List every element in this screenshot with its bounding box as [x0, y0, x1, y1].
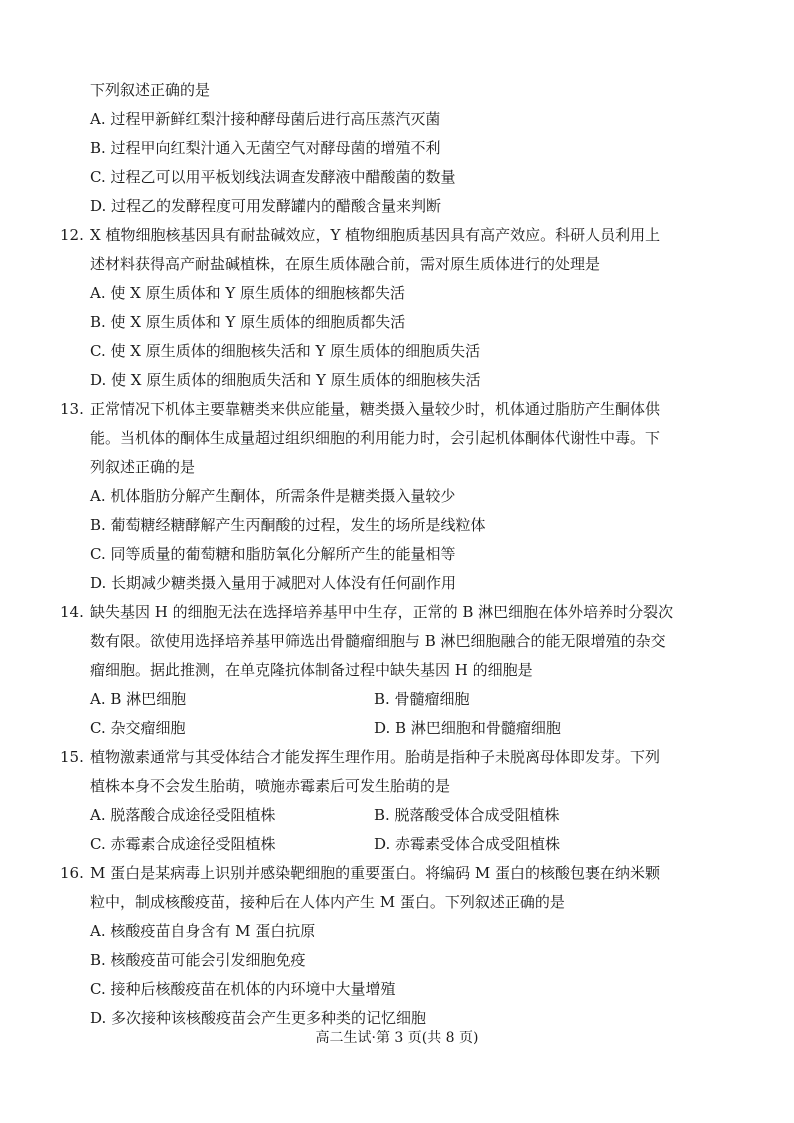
page-footer: 高二生试·第 3 页(共 8 页)	[315, 1030, 479, 1046]
q15-number: 15.	[60, 748, 84, 766]
q15-option-c: C. 赤霉素合成途径受阻植株	[90, 835, 276, 853]
q13-stem-line-1: 13. 正常情况下机体主要靠糖类来供应能量，糖类摄入量较少时，机体通过脂肪产生酮体供	[60, 400, 661, 418]
q15-stem-line-2: 植株本身不会发生胎萌，喷施赤霉素后可发生胎萌的是	[90, 777, 451, 795]
q14-stem-line-1: 14. 缺失基因 H 的细胞无法在选择培养基甲中生存，正常的 B 淋巴细胞在体外培养时分裂次	[60, 603, 674, 621]
q13-option-d: D. 长期减少糖类摄入量用于减肥对人体没有任何副作用	[90, 574, 457, 592]
q16-option-d: D. 多次接种该核酸疫苗会产生更多种类的记忆细胞	[90, 1009, 427, 1027]
q11-option-c: C. 过程乙可以用平板划线法调查发酵液中醋酸菌的数量	[90, 168, 456, 186]
q13-stem-line-2: 能。当机体的酮体生成量超过组织细胞的利用能力时，会引起机体酮体代谢性中毒。下	[90, 429, 661, 447]
q13-option-b: B. 葡萄糖经糖酵解产生丙酮酸的过程，发生的场所是线粒体	[90, 516, 486, 534]
q13-stem-line-3: 列叙述正确的是	[90, 458, 196, 476]
q12-stem-line-1: 12. X 植物细胞核基因具有耐盐碱效应，Y 植物细胞质基因具有高产效应。科研人员利用上	[60, 226, 661, 244]
q11-option-d: D. 过程乙的发酵程度可用发酵罐内的醋酸含量来判断	[90, 197, 442, 215]
q12-stem-line-2: 述材料获得高产耐盐碱植株，在原生质体融合前，需对原生质体进行的处理是	[90, 255, 601, 273]
q15-option-a: A. 脱落酸合成途径受阻植株	[90, 806, 276, 824]
q14-number: 14.	[60, 603, 84, 621]
q16-number: 16.	[60, 864, 84, 882]
q14-option-d: D. B 淋巴细胞和骨髓瘤细胞	[374, 719, 561, 737]
q15-stem-line-1: 15. 植物激素通常与其受体结合才能发挥生理作用。胎萌是指种子未脱离母体即发芽。下列	[60, 748, 661, 766]
q16-option-b: B. 核酸疫苗可能会引发细胞免疫	[90, 951, 306, 969]
q13-number: 13.	[60, 400, 84, 418]
q14-stem-line-3: 瘤细胞。据此推测，在单克隆抗体制备过程中缺失基因 H 的细胞是	[90, 661, 533, 679]
q11-option-a: A. 过程甲新鲜红梨汁接种酵母菌后进行高压蒸汽灭菌	[90, 110, 441, 128]
q13-option-c: C. 同等质量的葡萄糖和脂肪氧化分解所产生的能量相等	[90, 545, 456, 563]
q14-option-c: C. 杂交瘤细胞	[90, 719, 186, 737]
q15-option-d: D. 赤霉素受体合成受阻植株	[374, 835, 561, 853]
q12-option-b: B. 使 X 原生质体和 Y 原生质体的细胞质都失活	[90, 313, 406, 331]
q16-stem-line-1: 16. M 蛋白是某病毒上识别并感染靶细胞的重要蛋白。将编码 M 蛋白的核酸包裹在纳米颗	[60, 864, 661, 882]
q16-option-a: A. 核酸疫苗自身含有 M 蛋白抗原	[90, 922, 316, 940]
q13-option-a: A. 机体脂肪分解产生酮体，所需条件是糖类摄入量较少	[90, 487, 456, 505]
q14-option-a: A. B 淋巴细胞	[90, 690, 187, 708]
q16-stem-line-2: 粒中，制成核酸疫苗，接种后在人体内产生 M 蛋白。下列叙述正确的是	[90, 893, 565, 911]
q15-option-b: B. 脱落酸受体合成受阻植株	[374, 806, 560, 824]
q12-option-d: D. 使 X 原生质体的细胞质失活和 Y 原生质体的细胞核失活	[90, 371, 481, 389]
q16-option-c: C. 接种后核酸疫苗在机体的内环境中大量增殖	[90, 980, 396, 998]
q11-option-b: B. 过程甲向红梨汁通入无菌空气对酵母菌的增殖不利	[90, 139, 441, 157]
q11-stem: 下列叙述正确的是	[90, 81, 211, 99]
q14-stem-line-2: 数有限。欲使用选择培养基甲筛选出骨髓瘤细胞与 B 淋巴细胞融合的能无限增殖的杂交	[90, 632, 666, 650]
q12-option-c: C. 使 X 原生质体的细胞核失活和 Y 原生质体的细胞质失活	[90, 342, 481, 360]
q12-number: 12.	[60, 226, 84, 244]
q14-option-b: B. 骨髓瘤细胞	[374, 690, 470, 708]
q12-option-a: A. 使 X 原生质体和 Y 原生质体的细胞核都失活	[90, 284, 406, 302]
